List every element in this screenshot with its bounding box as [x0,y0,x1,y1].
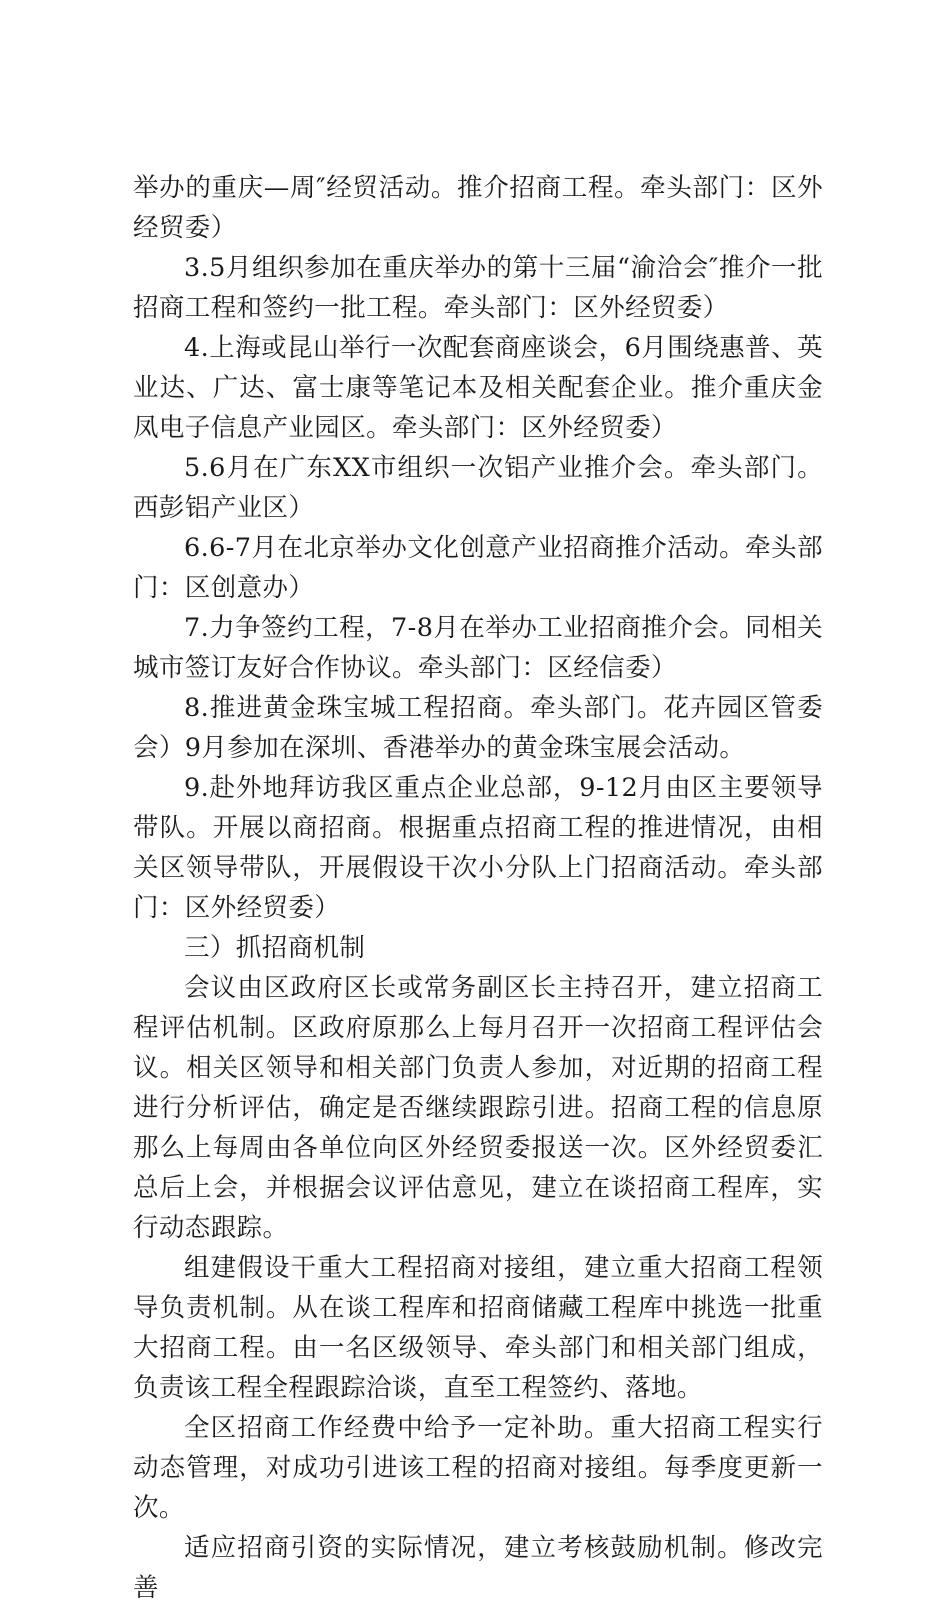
paragraph: 3.5月组织参加在重庆举办的第十三届“渝洽会″推介一批招商工程和签约一批工程。牵头部门：区外经贸委） [133,253,823,323]
paragraph: 6.6-7月在北京举办文化创意产业招商推介活动。牵头部门：区创意办） [133,533,823,603]
paragraph: 9.赴外地拜访我区重点企业总部，9-12月由区主要领导带队。开展以商招商。根据重点招商工程的推进情况，由相关区领导带队，开展假设干次小分队上门招商活动。牵头部门：区外经贸委） [133,773,823,923]
paragraph: 举办的重庆—周″经贸活动。推介招商工程。牵头部门：区外经贸委） [133,173,823,243]
paragraph: 4.上海或昆山举行一次配套商座谈会，6月围绕惠普、英业达、广达、富士康等笔记本及相关配套企业。推介重庆金凤电子信息产业园区。牵头部门：区外经贸委） [133,333,823,443]
document-body [133,168,823,1608]
paragraph: 8.推进黄金珠宝城工程招商。牵头部门。花卉园区管委会）9月参加在深圳、香港举办的黄金珠宝展会活动。 [133,693,823,763]
paragraph: 5.6月在广东XX市组织一次铝产业推介会。牵头部门。西彭铝产业区） [133,453,823,523]
paragraph: 全区招商工作经费中给予一定补助。重大招商工程实行动态管理，对成功引进该工程的招商对接组。每季度更新一次。 [133,1413,823,1523]
paragraph: 适应招商引资的实际情况，建立考核鼓励机制。修改完善 [133,1533,823,1603]
paragraph: 7.力争签约工程，7-8月在举办工业招商推介会。同相关城市签订友好合作协议。牵头部门：区经信委） [133,613,823,683]
paragraph: 组建假设干重大工程招商对接组，建立重大招商工程领导负责机制。从在谈工程库和招商储藏工程库中挑选一批重大招商工程。由一名区级领导、牵头部门和相关部门组成，负责该工程全程跟踪洽谈，直至工程签约、落地。 [133,1253,823,1403]
paragraph: 会议由区政府区长或常务副区长主持召开，建立招商工程评估机制。区政府原那么上每月召开一次招商工程评估会议。相关区领导和相关部门负责人参加，对近期的招商工程进行分析评估，确定是否继续跟踪引进。招商工程的信息原那么上每周由各单位向区外经贸委报送一次。区外经贸委汇总后上会，并根据会议评估意见，建立在谈招商工程库，实行动态跟踪。 [133,973,823,1243]
section-heading: 三）抓招商机制 [184,933,366,963]
